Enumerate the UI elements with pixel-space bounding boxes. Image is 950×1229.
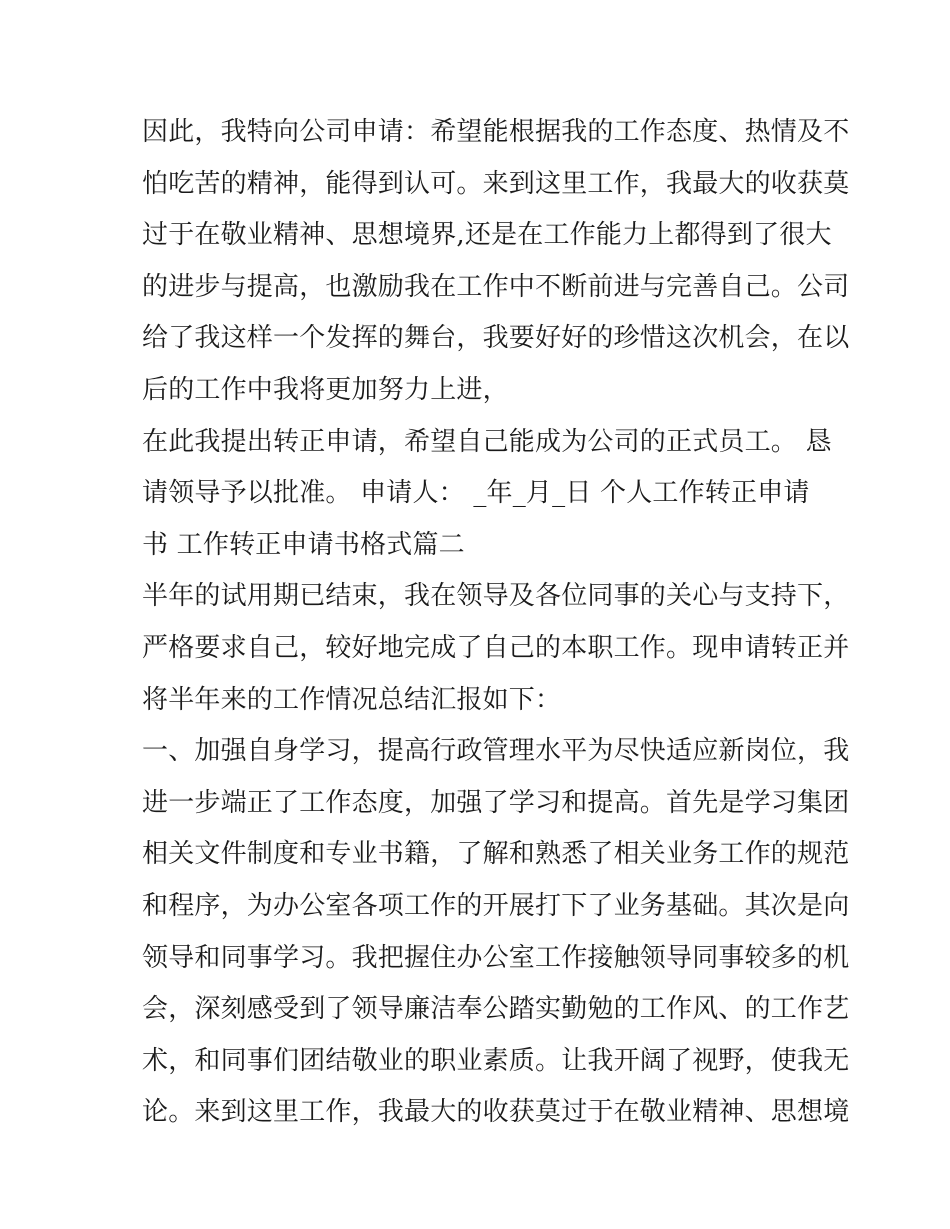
text-line: 过于在敬业精神、思想境界,还是在工作能力上都得到了很大 [142,220,832,251]
text-line: 进一步端正了工作态度，加强了学习和提高。首先是学习集团 [142,787,850,818]
text-line: 会，深刻感受到了领导廉洁奉公踏实勤勉的工作风、的工作艺 [142,994,850,1025]
text-line: 将半年来的工作情况总结汇报如下： [142,684,562,715]
text-line: 一、加强自身学习，提高行政管理水平为尽快适应新岗位，我 [142,736,850,767]
text-line: 请领导予以批准。 申请人： _年_月_日 个人工作转正申请 [142,478,810,509]
text-line: 因此，我特向公司申请：希望能根据我的工作态度、热情及不 [142,117,850,147]
text-line: 相关文件制度和专业书籍，了解和熟悉了相关业务工作的规范 [142,839,850,870]
text-line: 怕吃苦的精神，能得到认可。来到这里工作，我最大的收获莫 [142,168,850,199]
text-line: 领导和同事学习。我把握住办公室工作接触领导同事较多的机 [142,942,850,973]
text-line: 的进步与提高，也激励我在工作中不断前进与完善自己。公司 [142,271,850,302]
text-line: 在此我提出转正申请，希望自己能成为公司的正式员工。 恳 [142,426,832,457]
text-line: 和程序，为办公室各项工作的开展打下了业务基础。其次是向 [142,890,850,921]
document-body [142,107,850,1139]
text-line: 严格要求自己，较好地完成了自己的本职工作。现申请转正并 [142,632,850,663]
text-line: 术，和同事们团结敬业的职业素质。让我开阔了视野，使我无 [142,1045,850,1076]
text-line: 半年的试用期已结束，我在领导及各位同事的关心与支持下， [142,581,850,612]
text-line: 后的工作中我将更加努力上进， [142,374,509,405]
text-line: 论。来到这里工作，我最大的收获莫过于在敬业精神、思想境 [142,1097,850,1128]
text-line: 书 工作转正申请书格式篇二 [142,529,465,560]
text-line: 给了我这样一个发挥的舞台，我要好好的珍惜这次机会，在以 [142,323,850,354]
